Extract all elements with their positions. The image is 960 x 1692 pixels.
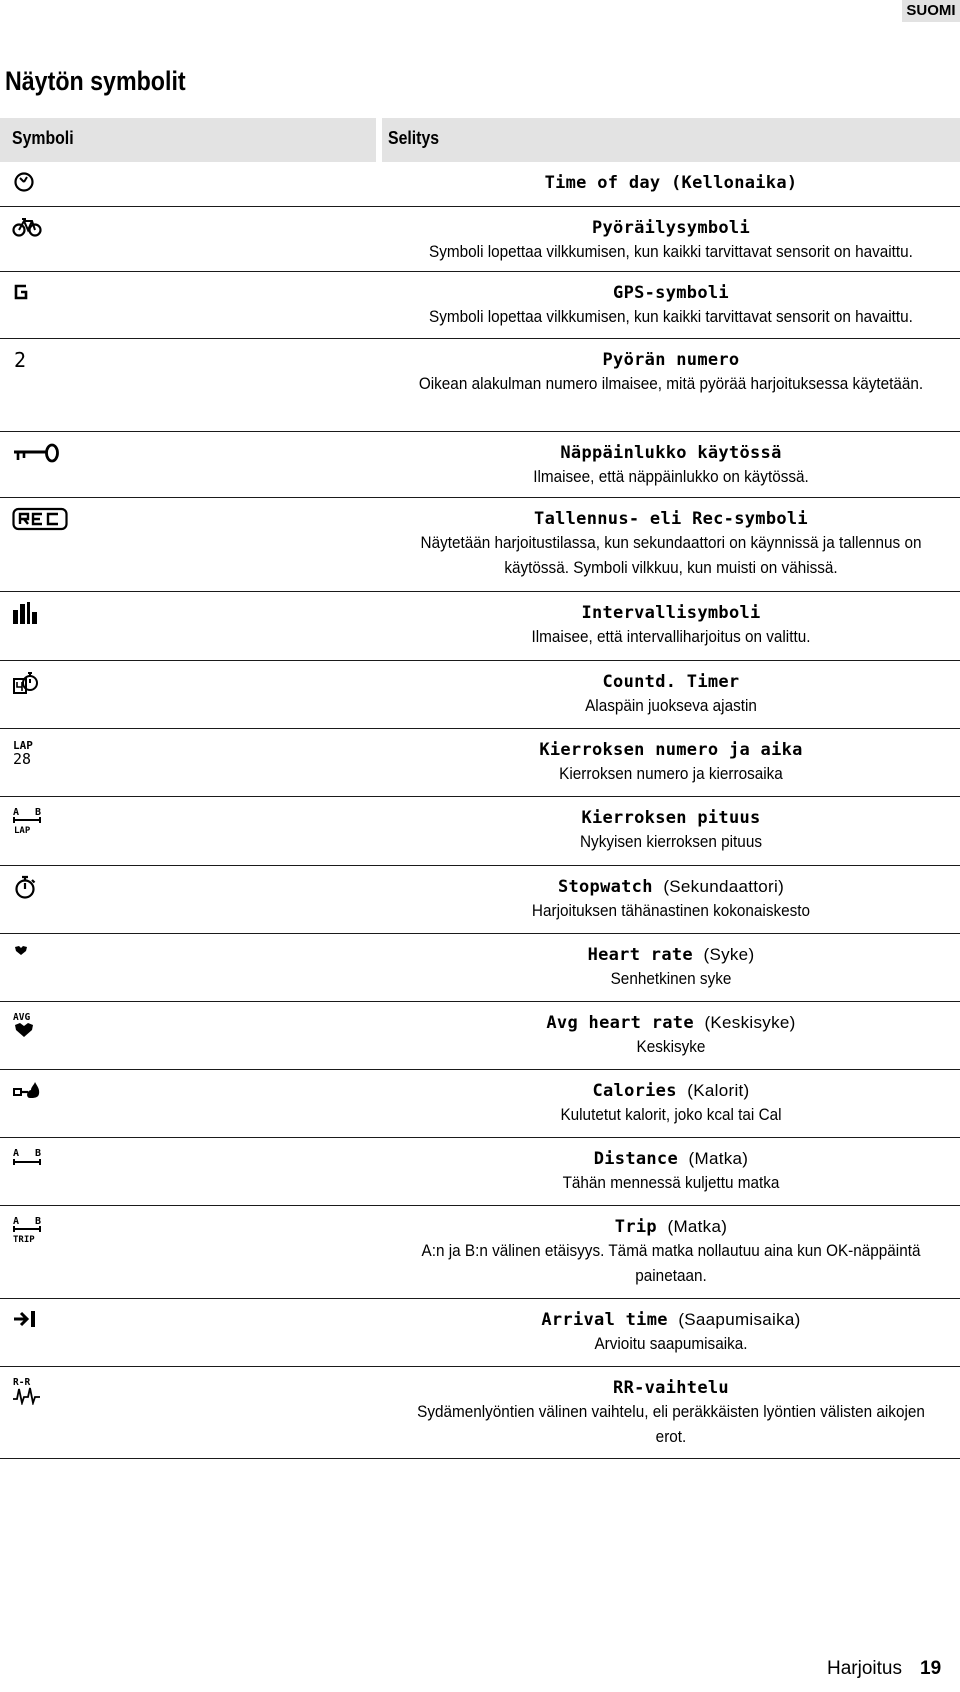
table-row bbox=[0, 866, 960, 934]
row-title: RR-vaihtelu bbox=[613, 1378, 729, 1398]
b-label: B bbox=[35, 1148, 42, 1159]
lap-distance-icon bbox=[12, 805, 82, 839]
row-title: Avg heart rate bbox=[546, 1013, 694, 1033]
row-title-suffix: (Saapumisaika) bbox=[678, 1310, 801, 1329]
interval-icon bbox=[12, 600, 82, 634]
table-row bbox=[0, 272, 960, 339]
row-title-suffix: (Kalorit) bbox=[687, 1081, 750, 1100]
table-row bbox=[0, 1070, 960, 1138]
row-title: Trip bbox=[614, 1217, 657, 1237]
stopwatch-icon bbox=[12, 874, 82, 908]
row-description: Näytetään harjoitustilassa, kun sekundaattori on käynnissä ja tallennus on käytössä. Symboli vilkkuu, kun muisti on vähissä. bbox=[420, 533, 922, 577]
bike-number-glyph: 2 bbox=[14, 348, 27, 371]
row-title: Pyöräilysymboli bbox=[591, 218, 751, 238]
a-label: A bbox=[13, 807, 20, 818]
row-title: Intervallisymboli bbox=[581, 603, 761, 623]
language-label: SUOMI bbox=[902, 0, 960, 22]
table-row bbox=[0, 1206, 960, 1299]
symbol-table bbox=[0, 162, 960, 1459]
row-description: Symboli lopettaa vilkkumisen, kun kaikki tarvittavat sensorit on havaittu. bbox=[429, 307, 913, 326]
row-title: Stopwatch bbox=[557, 877, 653, 897]
row-description: Harjoituksen tähänastinen kokonaiskesto bbox=[531, 901, 811, 920]
description-column-header bbox=[382, 118, 960, 162]
row-description: Senhetkinen syke bbox=[610, 969, 732, 988]
key-lock-icon bbox=[12, 440, 82, 474]
symbol-column-label: Symboli bbox=[12, 128, 74, 148]
heart-icon bbox=[12, 942, 82, 976]
row-description: A:n ja B:n välinen etäisyys. Tämä matka nollautuu aina kun OK-näppäintä painetaan. bbox=[421, 1241, 921, 1285]
table-row bbox=[0, 1367, 960, 1459]
row-title: Countd. Timer bbox=[602, 672, 740, 692]
rr-label: R-R bbox=[13, 1377, 31, 1388]
row-description: Arvioitu saapumisaika. bbox=[594, 1334, 748, 1353]
symbol-column-header bbox=[0, 118, 376, 162]
lap-label: LAP bbox=[14, 826, 31, 836]
table-row bbox=[0, 162, 960, 207]
countdown-timer-icon bbox=[12, 669, 82, 703]
row-title-suffix: (Matka) bbox=[688, 1149, 749, 1168]
avg-label: AVG bbox=[13, 1012, 31, 1023]
a-label: A bbox=[13, 1216, 20, 1227]
distance-icon bbox=[12, 1146, 82, 1180]
arrival-time-icon bbox=[12, 1307, 82, 1341]
calories-icon bbox=[12, 1078, 82, 1112]
lap-label: LAP bbox=[13, 739, 33, 752]
bicycle-icon bbox=[12, 215, 82, 249]
trip-label: TRIP bbox=[13, 1235, 35, 1245]
rec-icon bbox=[12, 506, 82, 540]
table-row bbox=[0, 592, 960, 661]
row-description: Ilmaisee, että näppäinlukko on käytössä. bbox=[533, 467, 809, 486]
page-footer bbox=[827, 1658, 960, 1680]
table-row bbox=[0, 339, 960, 432]
rr-variation-icon bbox=[12, 1375, 82, 1409]
table-row bbox=[0, 207, 960, 272]
row-title: Kierroksen numero ja aika bbox=[539, 740, 803, 760]
lap-number-glyph: 28 bbox=[13, 750, 32, 768]
table-row bbox=[0, 432, 960, 498]
row-description: Alaspäin juokseva ajastin bbox=[585, 696, 757, 715]
row-title-suffix: (Syke) bbox=[703, 945, 755, 964]
row-description: Tähän mennessä kuljettu matka bbox=[562, 1173, 780, 1192]
gps-g-icon bbox=[12, 280, 82, 314]
row-description: Nykyisen kierroksen pituus bbox=[580, 832, 762, 851]
row-title-suffix: (Keskisyke) bbox=[704, 1013, 796, 1032]
row-title: Näppäinlukko käytössä bbox=[560, 443, 782, 463]
row-title: Kierroksen pituus bbox=[581, 808, 761, 828]
a-label: A bbox=[13, 1148, 20, 1159]
row-title: Tallennus- eli Rec-symboli bbox=[534, 509, 808, 529]
row-description: Sydämenlyöntien välinen vaihtelu, eli peräkkäisten lyöntien välisten aikojen erot. bbox=[417, 1402, 925, 1446]
row-description: Oikean alakulman numero ilmaisee, mitä pyörää harjoituksessa käytetään. bbox=[418, 374, 924, 393]
row-title: Time of day (Kellonaika) bbox=[544, 173, 798, 193]
clock-icon bbox=[12, 170, 82, 204]
table-header bbox=[0, 118, 960, 162]
row-description: Keskisyke bbox=[636, 1037, 706, 1056]
table-row bbox=[0, 1299, 960, 1367]
lap-number-icon bbox=[12, 737, 82, 771]
table-row bbox=[0, 1002, 960, 1070]
b-label: B bbox=[35, 1216, 42, 1227]
b-label: B bbox=[35, 807, 42, 818]
table-row bbox=[0, 934, 960, 1002]
table-row bbox=[0, 729, 960, 797]
row-title-suffix: (Matka) bbox=[667, 1217, 728, 1236]
table-row bbox=[0, 797, 960, 866]
row-description: Ilmaisee, että intervalliharjoitus on valittu. bbox=[531, 627, 811, 646]
avg-heart-icon bbox=[12, 1010, 82, 1044]
row-description: Kulutetut kalorit, joko kcal tai Cal bbox=[560, 1105, 782, 1124]
row-title: Calories bbox=[592, 1081, 677, 1101]
footer-section: Harjoitus bbox=[827, 1658, 902, 1679]
row-title: GPS-symboli bbox=[613, 283, 729, 303]
description-column-label: Selitys bbox=[388, 128, 440, 148]
row-title-suffix: (Sekundaattori) bbox=[663, 877, 785, 896]
row-description: Symboli lopettaa vilkkumisen, kun kaikki tarvittavat sensorit on havaittu. bbox=[429, 242, 913, 261]
table-row bbox=[0, 498, 960, 592]
page-title: Näytön symbolit bbox=[5, 66, 186, 96]
row-title: Distance bbox=[593, 1149, 678, 1169]
trip-icon bbox=[12, 1214, 82, 1248]
bike-number-icon bbox=[12, 347, 82, 381]
table-row bbox=[0, 661, 960, 729]
row-title: Arrival time bbox=[541, 1310, 668, 1330]
row-title: Heart rate bbox=[587, 945, 693, 965]
row-title: Pyörän numero bbox=[602, 350, 740, 370]
row-description: Kierroksen numero ja kierrosaika bbox=[559, 764, 783, 783]
page-number: 19 bbox=[920, 1658, 942, 1679]
table-row bbox=[0, 1138, 960, 1206]
